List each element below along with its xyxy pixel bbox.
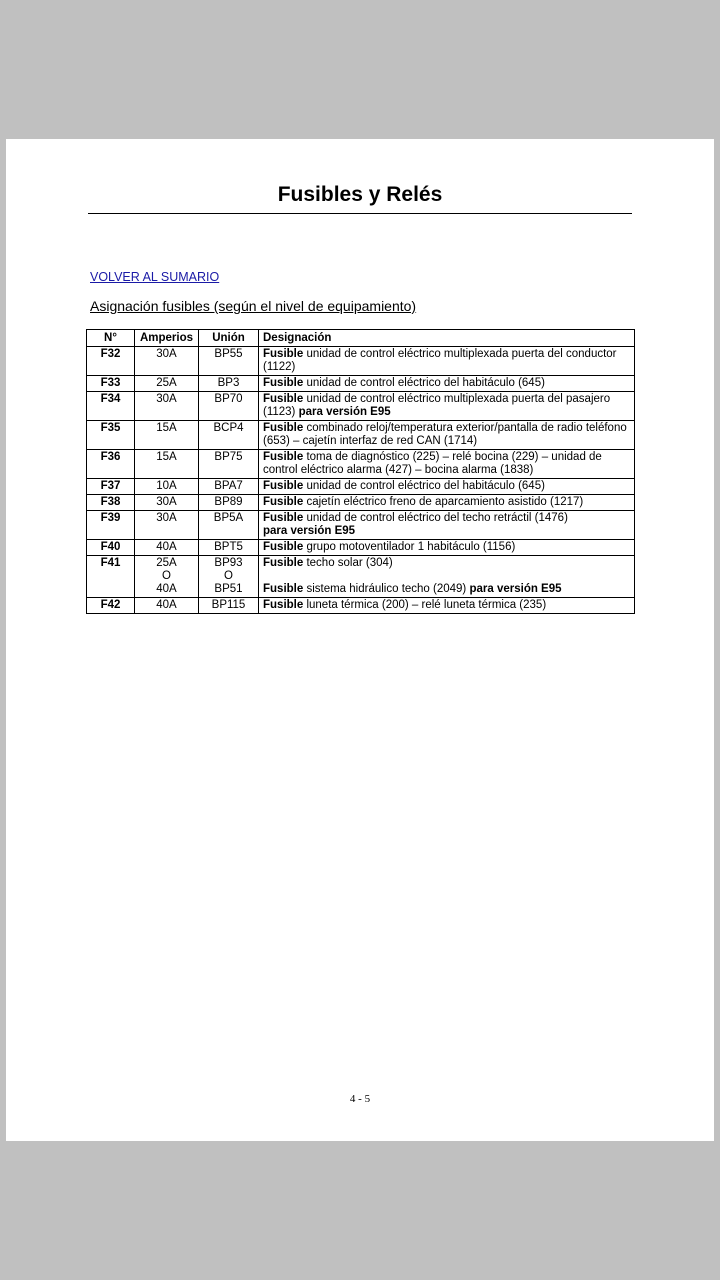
version-note: para versión E95 — [469, 583, 562, 595]
fuse-number: F42 — [87, 598, 135, 614]
fuse-union: BP115 — [199, 598, 259, 614]
fuse-label: Fusible — [263, 422, 304, 434]
fuse-amperes — [135, 556, 199, 598]
fuse-description: techo solar (304) — [303, 557, 393, 569]
fuse-designation — [259, 421, 635, 450]
fuse-number: F39 — [87, 511, 135, 540]
fuse-description: toma de diagnóstico (225) – relé bocina (229) – unidad de control eléctrico alarma (427) – bocina alarma (1838) — [263, 451, 602, 476]
table-header-row — [87, 330, 635, 347]
fuse-union: BP5A — [199, 511, 259, 540]
fuse-label: Fusible — [263, 599, 304, 611]
fuse-label: Fusible — [263, 393, 304, 405]
fuse-union: BP89 — [199, 495, 259, 511]
fuse-amperes-or: O — [162, 570, 171, 582]
fuse-number: F34 — [87, 392, 135, 421]
document-page — [6, 139, 714, 1141]
fuse-amperes: 40A — [135, 598, 199, 614]
fuse-amperes-1: 25A — [156, 557, 177, 569]
fuse-description: unidad de control eléctrico del techo retráctil (1476) — [303, 512, 568, 524]
fuse-designation — [259, 540, 635, 556]
fuse-amperes: 10A — [135, 479, 199, 495]
fuse-amperes: 30A — [135, 495, 199, 511]
page-number: 4 - 5 — [349, 1093, 371, 1105]
fuse-amperes: 25A — [135, 376, 199, 392]
fuse-union: BP55 — [199, 347, 259, 376]
fuse-table — [86, 329, 635, 614]
table-row — [87, 392, 635, 421]
fuse-union: BP3 — [199, 376, 259, 392]
fuse-description: unidad de control eléctrico multiplexada puerta del pasajero (1123) — [263, 393, 611, 418]
fuse-label: Fusible — [263, 451, 304, 463]
fuse-designation — [259, 479, 635, 495]
header-designation: Designación — [259, 330, 635, 347]
fuse-description: unidad de control eléctrico del habitáculo (645) — [303, 480, 545, 492]
fuse-amperes: 30A — [135, 392, 199, 421]
fuse-description: unidad de control eléctrico del habitáculo (645) — [303, 377, 545, 389]
section-subtitle: Asignación fusibles (según el nivel de equipamiento) — [90, 298, 417, 314]
table-row — [87, 598, 635, 614]
table-row — [87, 479, 635, 495]
version-note: para versión E95 — [298, 406, 391, 418]
fuse-designation — [259, 347, 635, 376]
fuse-union: BP70 — [199, 392, 259, 421]
fuse-label: Fusible — [263, 512, 304, 524]
fuse-union: BPA7 — [199, 479, 259, 495]
fuse-designation — [259, 598, 635, 614]
fuse-union-or: O — [224, 570, 233, 582]
fuse-description: luneta térmica (200) – relé luneta térmica (235) — [303, 599, 547, 611]
table-row — [87, 540, 635, 556]
fuse-label: Fusible — [263, 480, 304, 492]
version-note: para versión E95 — [263, 525, 356, 537]
fuse-amperes: 15A — [135, 450, 199, 479]
fuse-number: F35 — [87, 421, 135, 450]
fuse-number: F37 — [87, 479, 135, 495]
header-amperes: Amperios — [135, 330, 199, 347]
table-row — [87, 511, 635, 540]
fuse-label: Fusible — [263, 377, 304, 389]
table-row — [87, 421, 635, 450]
fuse-amperes: 30A — [135, 511, 199, 540]
header-number: N° — [87, 330, 135, 347]
fuse-amperes-2: 40A — [156, 583, 177, 595]
fuse-designation — [259, 392, 635, 421]
fuse-amperes: 40A — [135, 540, 199, 556]
fuse-description: sistema hidráulico techo (2049) — [303, 583, 470, 595]
fuse-union: BPT5 — [199, 540, 259, 556]
fuse-number: F40 — [87, 540, 135, 556]
fuse-union-2: BP51 — [214, 583, 243, 595]
fuse-union: BCP4 — [199, 421, 259, 450]
fuse-designation — [259, 511, 635, 540]
fuse-label: Fusible — [263, 348, 304, 360]
table-row — [87, 347, 635, 376]
fuse-number: F36 — [87, 450, 135, 479]
header-union: Unión — [199, 330, 259, 347]
fuse-amperes: 15A — [135, 421, 199, 450]
table-row — [87, 556, 635, 598]
fuse-label: Fusible — [263, 557, 304, 569]
fuse-description: combinado reloj/temperatura exterior/pantalla de radio teléfono (653) – cajetín interfaz de red CAN (1714) — [263, 422, 627, 447]
page-title: Fusibles y Relés — [88, 179, 632, 214]
fuse-description: cajetín eléctrico freno de aparcamiento asistido (1217) — [303, 496, 584, 508]
fuse-number: F33 — [87, 376, 135, 392]
fuse-amperes: 30A — [135, 347, 199, 376]
fuse-number: F38 — [87, 495, 135, 511]
fuse-designation — [259, 450, 635, 479]
fuse-union-1: BP93 — [214, 557, 243, 569]
fuse-designation — [259, 556, 635, 598]
fuse-label: Fusible — [263, 541, 304, 553]
fuse-number: F41 — [87, 556, 135, 598]
fuse-union: BP75 — [199, 450, 259, 479]
table-row — [87, 376, 635, 392]
table-row — [87, 450, 635, 479]
table-row — [87, 495, 635, 511]
fuse-label: Fusible — [263, 583, 304, 595]
fuse-union — [199, 556, 259, 598]
fuse-description: unidad de control eléctrico multiplexada puerta del conductor (1122) — [263, 348, 617, 373]
back-to-summary-link[interactable]: VOLVER AL SUMARIO — [90, 270, 220, 284]
fuse-description: grupo motoventilador 1 habitáculo (1156) — [303, 541, 516, 553]
fuse-designation — [259, 376, 635, 392]
fuse-label: Fusible — [263, 496, 304, 508]
fuse-number: F32 — [87, 347, 135, 376]
fuse-designation — [259, 495, 635, 511]
